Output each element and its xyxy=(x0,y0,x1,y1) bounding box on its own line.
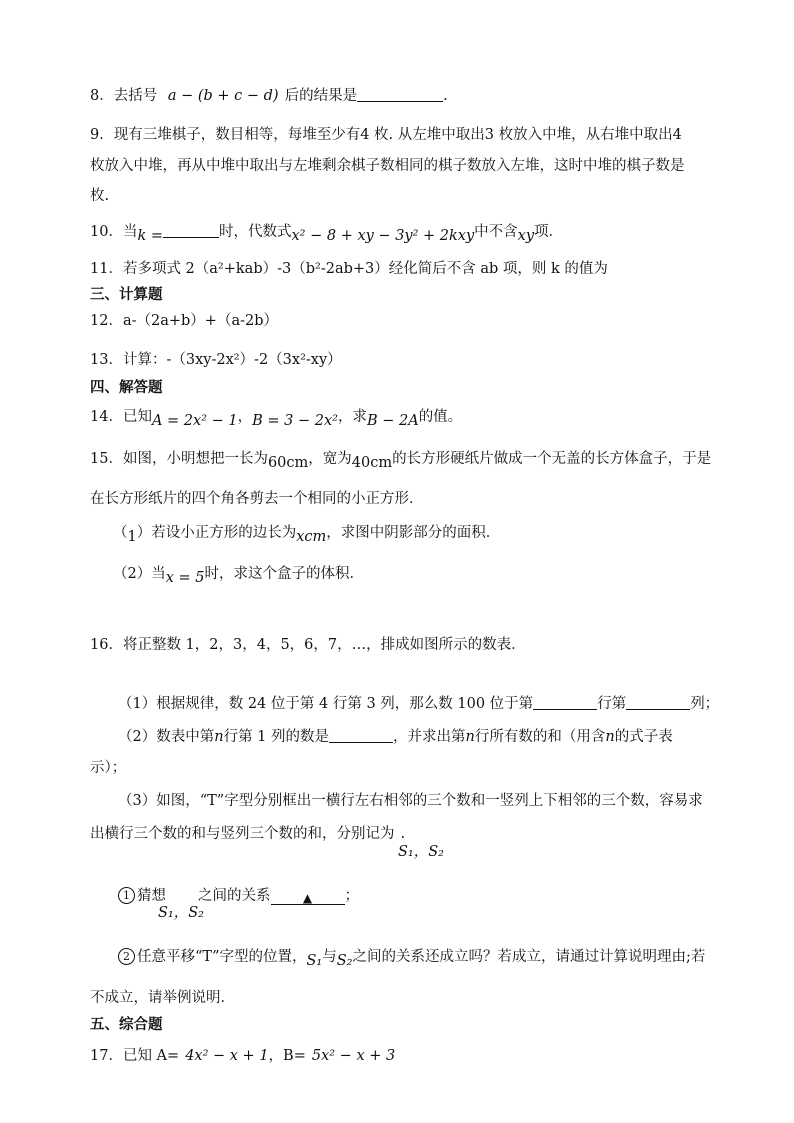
q16-n: n xyxy=(465,729,475,745)
q10-number: 10． xyxy=(90,224,123,240)
answer-blank[interactable] xyxy=(163,223,219,238)
question-16-guess xyxy=(118,886,359,906)
answer-blank[interactable] xyxy=(533,695,597,710)
q16-c1-text: 猜想 xyxy=(137,888,166,904)
q16-p2-mid3: 行所有数的和（用含 xyxy=(474,729,606,745)
q16-p2-mid: 行第 1 列的数是 xyxy=(223,729,330,745)
q15-p1-var: xcm xyxy=(296,529,327,545)
question-9-line-3: 枚. xyxy=(90,188,110,204)
question-16-part-3-line-1: （3）如图，“T”字型分别框出一横行左右相邻的三个数和一竖列上下相邻的三个数，容易求 xyxy=(118,793,703,809)
answer-blank[interactable] xyxy=(357,87,443,102)
q8-text: 去括号 xyxy=(113,88,158,104)
q10-xy: xy xyxy=(517,228,535,244)
question-8 xyxy=(90,86,448,106)
q17-text-mid: ，B= xyxy=(268,1048,306,1064)
q14-text: 14．已知 xyxy=(90,409,152,425)
question-16-translate xyxy=(118,947,705,967)
q16-c1-end: ； xyxy=(344,888,359,904)
q14-expr-b: B = 3 − 2x² xyxy=(252,413,338,429)
q16-p2-text: （2）数表中第 xyxy=(118,729,215,745)
q17-text: 17．已知 A= xyxy=(90,1048,180,1064)
q10-text-mid2: 中不含 xyxy=(474,224,518,240)
circled-number-2: 2 xyxy=(118,948,135,965)
q14-expr-a: A = 2x² − 1 xyxy=(151,413,238,429)
question-15-part-1 xyxy=(113,523,500,543)
section-title-comprehensive: 五、综合题 xyxy=(90,1017,163,1033)
q15-p1-num: 1 xyxy=(127,529,137,545)
question-16-part-2-line-2: 示）； xyxy=(90,760,127,776)
q15-text-mid: ，宽为 xyxy=(308,451,352,467)
q16-c2-post: 之间的关系还成立吗？若成立，请通过计算说明理由;若 xyxy=(352,949,706,965)
q16-p1-end: 列； xyxy=(690,696,720,712)
q14-sep: ， xyxy=(237,409,253,425)
answer-blank[interactable] xyxy=(329,728,393,743)
q16-n: n xyxy=(605,729,615,745)
q15-p1-open: （ xyxy=(113,525,128,541)
q10-k: k = xyxy=(137,228,163,244)
q15-p2-text: （2）当 xyxy=(113,566,166,582)
q8-expression: a − (b + c − d) xyxy=(167,88,279,104)
q16-p1-mid: 行第 xyxy=(597,696,627,712)
q8-number: 8． xyxy=(90,88,114,104)
q16-p3-text: 出横行三个数的和与竖列三个数的和，分别记为 xyxy=(90,826,395,842)
circled-number-1: 1 xyxy=(118,887,135,904)
q10-text-mid: 时，代数式 xyxy=(219,224,292,240)
q15-width: 40cm xyxy=(351,455,393,471)
q15-length: 60cm xyxy=(267,455,309,471)
question-15-line-1 xyxy=(90,449,711,469)
s1-s2-label: S₁，S₂ xyxy=(398,844,444,860)
question-16-translate-line-2: 不成立，请举例说明． xyxy=(90,990,235,1006)
q15-p2-expr: x = 5 xyxy=(165,570,205,586)
section-title-answers: 四、解答题 xyxy=(90,380,163,396)
q15-text: 15．如图，小明想把一长为 xyxy=(90,451,268,467)
question-17 xyxy=(90,1046,395,1066)
question-12: 12．a-（2a+b）+（a-2b） xyxy=(90,313,278,329)
q16-p2-end: 的式子表 xyxy=(614,729,673,745)
question-9-line-1: 9．现有三堆棋子，数目相等，每堆至少有4 枚. 从左堆中取出3 枚放入中堆，从右堆中取出4 xyxy=(90,127,682,143)
q15-p1-text: ）若设小正方形的边长为 xyxy=(136,525,297,541)
q10-end: 项． xyxy=(534,224,564,240)
question-15-line-2: 在长方形纸片的四个角各剪去一个相同的小正方形． xyxy=(90,491,424,507)
q16-n: n xyxy=(214,729,224,745)
answer-blank[interactable] xyxy=(626,695,690,710)
question-16-part-1 xyxy=(118,694,719,714)
question-15-part-2 xyxy=(113,564,364,584)
q17-expr-b: 5x² − x + 3 xyxy=(311,1048,396,1064)
q16-p1-text: （1）根据规律，数 24 位于第 4 行第 3 列，那么数 100 位于第 xyxy=(118,696,534,712)
q17-expr-a: 4x² − x + 1 xyxy=(185,1048,269,1064)
q10-expression: x² − 8 + xy − 3y² + 2kxy xyxy=(291,228,475,244)
q10-text: 当 xyxy=(122,224,138,240)
question-9-line-2: 枚放入中堆，再从中堆中取出与左堆剩余棋子数相同的棋子数放入左堆，这时中堆的棋子数是 xyxy=(90,158,685,174)
q16-p2-mid2: ，并求出第 xyxy=(393,729,466,745)
question-10 xyxy=(90,222,563,242)
q8-text-post: 后的结果是 xyxy=(284,88,358,104)
question-16-intro: 16．将正整数 1，2，3，4，5，6，7，…，排成如图所示的数表． xyxy=(90,637,526,653)
section-title-calculation: 三、计算题 xyxy=(90,287,163,303)
question-13: 13．计算：-（3xy-2x²）-2（3x²-xy） xyxy=(90,352,342,368)
q16-c2-text: 任意平移“T”字型的位置， xyxy=(137,949,307,965)
s1-s2-label: S₁，S₂ xyxy=(158,905,204,921)
q16-c2-mid: 与 xyxy=(322,949,337,965)
question-16-part-3-line-2 xyxy=(90,824,405,844)
q14-end: 的值。 xyxy=(418,409,463,425)
q15-p1-post: ，求图中阴影部分的面积． xyxy=(326,525,501,541)
question-16-part-2 xyxy=(118,727,673,747)
q15-p2-post: 时，求这个盒子的体积． xyxy=(204,566,365,582)
q16-c1-mid: 之间的关系 xyxy=(198,888,271,904)
question-14 xyxy=(90,407,462,427)
question-11: 11．若多项式 2（a²+kab）-3（b²-2ab+3）经化简后不含 ab 项，则 k 的值为 xyxy=(90,261,608,277)
q16-s1: S₁ xyxy=(306,953,323,969)
q16-p3-end: . xyxy=(400,826,406,842)
triangle-icon: ▲ xyxy=(302,891,313,905)
q14-text-mid: ，求 xyxy=(337,409,367,425)
answer-blank[interactable] xyxy=(271,890,345,905)
q14-expr: B − 2A xyxy=(366,413,419,429)
q8-end: . xyxy=(443,88,448,104)
q15-text-post: 的长方形硬纸片做成一个无盖的长方体盒子，于是 xyxy=(392,451,712,467)
q16-s2: S₂ xyxy=(336,953,353,969)
